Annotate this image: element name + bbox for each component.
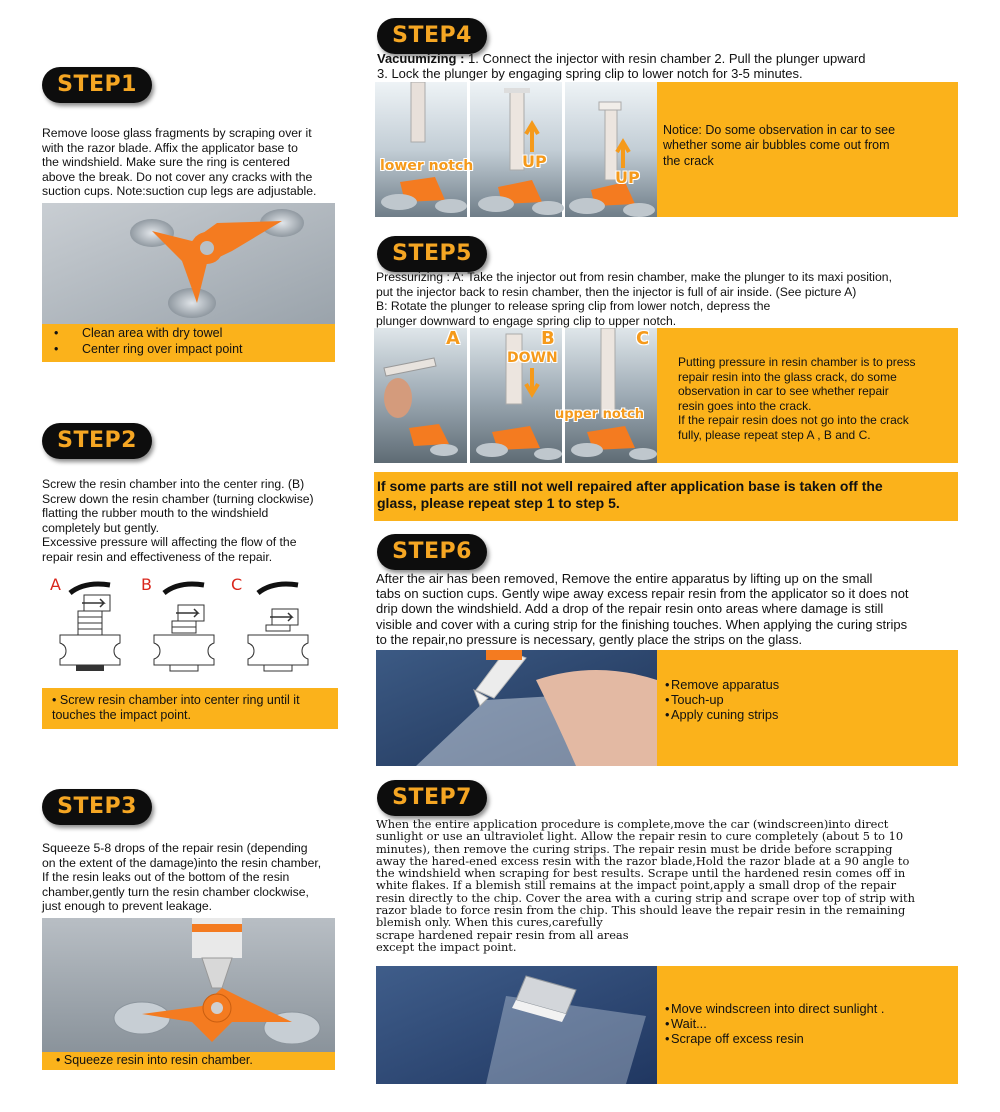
label-down: DOWN xyxy=(507,350,558,366)
step4-text: 1. Connect the injector with resin chamber 2. Pull the plunger upward 3. Lock the plunger by engaging spring clip to lower notch for 3-5 minutes. xyxy=(377,51,866,82)
label-c: C xyxy=(636,328,650,349)
step4-photo-strip xyxy=(375,82,657,217)
step6-tips-box xyxy=(657,650,958,766)
step2-diagram xyxy=(42,573,335,673)
step4-instructions xyxy=(377,51,977,81)
step3-badge: STEP3 xyxy=(42,789,152,825)
step3-tip-box xyxy=(42,1052,335,1070)
step5-badge: STEP5 xyxy=(377,236,487,272)
repeat-banner xyxy=(374,472,958,521)
label-b: B xyxy=(541,328,555,349)
diagram-label-b: B xyxy=(141,575,152,594)
step4-lead: Vacuumizing : xyxy=(377,51,465,66)
step1-tip: • Clean area with dry towel xyxy=(42,326,243,342)
label-upper-notch: upper notch xyxy=(555,407,644,422)
step2-instructions: Screw the resin chamber into the center ring. (B) Screw down the resin chamber (turning clockwise) flatting the rubber mouth to the windshield completely but gently. Excessive pressure will affecting the flow of the repair resin and effectiveness of the repair. xyxy=(42,477,314,564)
step4-notice-box xyxy=(657,82,958,217)
step4-notice: Notice: Do some observation in car to see whether some air bubbles come out from the crack xyxy=(663,123,896,168)
step1-photo xyxy=(42,203,335,324)
step4-badge: STEP4 xyxy=(377,18,487,54)
step7-instructions: When the entire application procedure is complete,move the car (windscreen)into direct sunlight or use an ultraviolet light. Allow the repair resin to cure completely (about 5 to 10 minutes), then remove the curing strips. The repair resin must be dride before scrapping away the hared-ened excess resin with the razor blade,Hold the razor blade at a 90 angle to the windshield when scraping for best results. Scrape until the hardened resin comes off in white flakes. If a blemish still remains at the impact point,apply a small drop of the repair resin directly to the chip. Cover the area with a curing strip and scrape over top of strip with razor blade to force resin from the chip. This should leave the repair resin in the remaining blemish only. When this cures,carefully scrape hardened repair resin from all areas except the impact point. xyxy=(376,817,915,954)
step1-tips-box xyxy=(42,324,335,362)
step3-instructions: Squeeze 5-8 drops of the repair resin (depending on the extent of the damage)into the resin chamber, If the resin leaks out of the bottom of the resin chamber,gently turn the resin chamber clockwise, just enough to prevent leakage. xyxy=(42,841,322,914)
label-up-1: UP xyxy=(522,152,547,171)
label-lower-notch: lower notch xyxy=(380,158,474,174)
step6-tip: • Remove apparatus xyxy=(665,677,779,692)
step7-tip: • Move windscreen into direct sunlight . xyxy=(665,1001,884,1016)
step5-instructions: Pressurizing : A: Take the injector out from resin chamber, make the plunger to its maxi position, put the injector back to resin chamber, then the injector is full of air inside. (See picture A) B: Rotate the plunger to release spring clip from lower notch, depress the plunger downward to engage spring clip to upper notch. xyxy=(376,270,892,328)
step7-photo xyxy=(376,966,657,1084)
step1-tip: • Center ring over impact point xyxy=(42,342,243,358)
step7-tips-box xyxy=(657,966,958,1084)
step5-photo-strip xyxy=(374,328,657,463)
step2-badge: STEP2 xyxy=(42,423,152,459)
step7-badge: STEP7 xyxy=(377,780,487,816)
step1-instructions: Remove loose glass fragments by scraping over it with the razor blade. Affix the applicator base to the windshield. Make sure the ring is centered above the break. Do not cover any cracks with the suction cups. Note:suction cup legs are adjustable. xyxy=(42,126,317,199)
step6-tip: • Apply cuning strips xyxy=(665,707,779,722)
step6-tip: • Touch-up xyxy=(665,692,779,707)
step7-tip: • Wait... xyxy=(665,1016,884,1031)
diagram-label-c: C xyxy=(231,575,243,594)
label-up-2: UP xyxy=(615,168,640,187)
step2-tip: • Screw resin chamber into center ring until it touches the impact point. xyxy=(52,693,300,723)
step3-photo xyxy=(42,918,335,1052)
diagram-label-a: A xyxy=(50,575,61,594)
step6-photo xyxy=(376,650,657,766)
step7-tip: • Scrape off excess resin xyxy=(665,1031,884,1046)
step5-notice-box xyxy=(657,328,958,463)
step6-instructions: After the air has been removed, Remove the entire apparatus by lifting up on the small tabs on suction cups. Gently wipe away excess repair resin from the applicator so it does not drip down the windshield. Add a drop of the repair resin onto areas where damage is still visible and cover with a curing strip for the finishing touches. When applying the curing strips to the repair,no pressure is necessary, gently place the strips on the glass. xyxy=(376,571,909,647)
label-a: A xyxy=(446,328,460,349)
step6-badge: STEP6 xyxy=(377,534,487,570)
step1-badge: STEP1 xyxy=(42,67,152,103)
step3-tip: • Squeeze resin into resin chamber. xyxy=(56,1053,253,1067)
step2-tip-box xyxy=(42,688,338,729)
step5-notice: Putting pressure in resin chamber is to press repair resin into the glass crack, do some observation in car to see whether repair resin goes into the crack. If the repair resin does not go into the crack fully, please repeat step A , B and C. xyxy=(678,355,916,442)
repeat-banner-text: If some parts are still not well repaired after application base is taken off the glass, please repeat step 1 to step 5. xyxy=(377,478,883,511)
